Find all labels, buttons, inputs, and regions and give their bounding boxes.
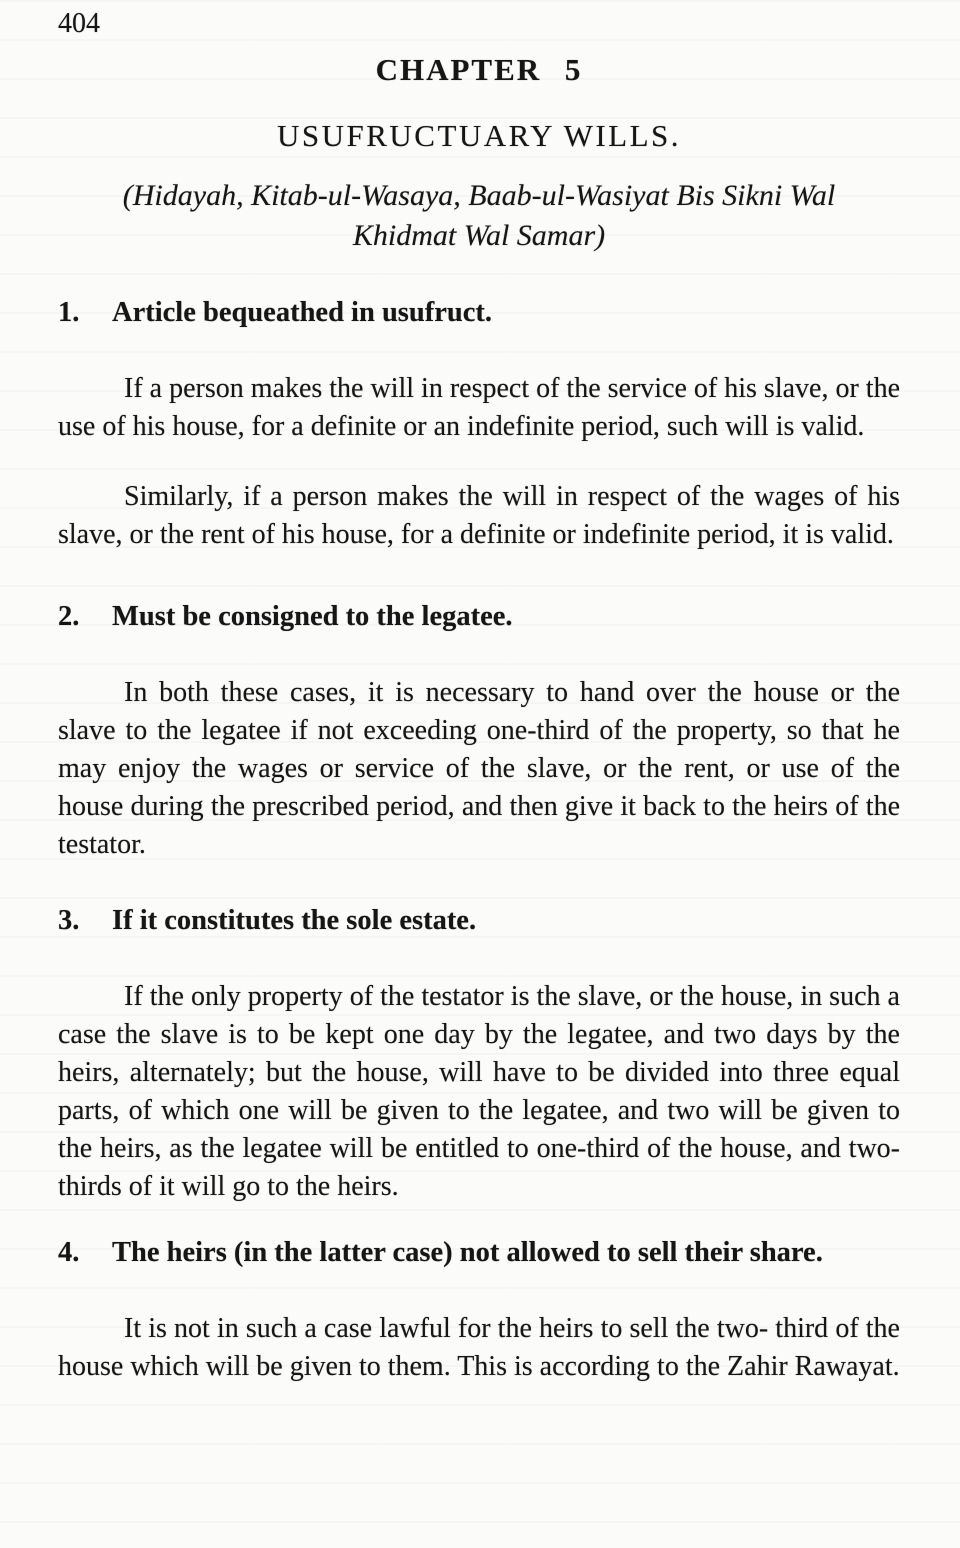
source-citation-line1: (Hidayah, Kitab-ul-Wasaya, Baab-ul-Wasiyat Bis Sikni Wal <box>122 179 836 212</box>
source-citation <box>58 176 900 256</box>
source-citation-line2: Khidmat Wal Samar) <box>352 219 606 252</box>
chapter-title: USUFRUCTUARY WILLS. <box>276 118 682 153</box>
section-4-number: 4. <box>58 1237 80 1268</box>
section-3-paragraph-1: If the only property of the testator is the slave, or the house, in such a case the slave is to be kept one day by the legatee, and two days by the heirs, alternately; but the house, will have to be divided into three equal parts, of which one will be given to the legatee, and two will be given to the heirs, as the legatee will be entitled to one-third of the house, and two-thirds of it will go to the heirs. <box>58 981 900 1202</box>
section-4-heading <box>58 1234 900 1272</box>
section-3-title: If it constitutes the sole estate. <box>112 905 477 936</box>
section-1-title: Article bequeathed in usufruct. <box>112 297 492 328</box>
section-4-title: The heirs (in the latter case) not allowed to sell their share. <box>112 1237 823 1268</box>
section-3-heading <box>58 902 900 940</box>
chapter-heading: CHAPTER 5 <box>375 52 583 87</box>
section-2-paragraph-1: In both these cases, it is necessary to hand over the house or the slave to the legatee if not exceeding one-third of the property, so that he may enjoy the wages or service of the slave, or the rent, or use of the house during the prescribed period, and then give it back to the heirs of the testator. <box>58 677 900 860</box>
section-2-number: 2. <box>58 601 80 632</box>
section-2-title: Must be consigned to the legatee. <box>112 601 513 632</box>
section-1-paragraph-2: Similarly, if a person makes the will in respect of the wages of his slave, or the rent of his house, for a definite or indefinite period, it is valid. <box>58 481 900 550</box>
section-1-number: 1. <box>58 297 80 328</box>
section-1-paragraph-1: If a person makes the will in respect of the service of his slave, or the use of his house, for a definite or an indefinite period, such will is valid. <box>58 373 900 442</box>
section-2-heading <box>58 598 900 636</box>
section-1-heading <box>58 294 900 332</box>
section-3-number: 3. <box>58 905 80 936</box>
page-number: 404 <box>58 8 100 39</box>
section-4-paragraph-1: It is not in such a case lawful for the heirs to sell the two- third of the house which will be given to them. This is according to the Zahir Rawayat. <box>58 1313 900 1382</box>
